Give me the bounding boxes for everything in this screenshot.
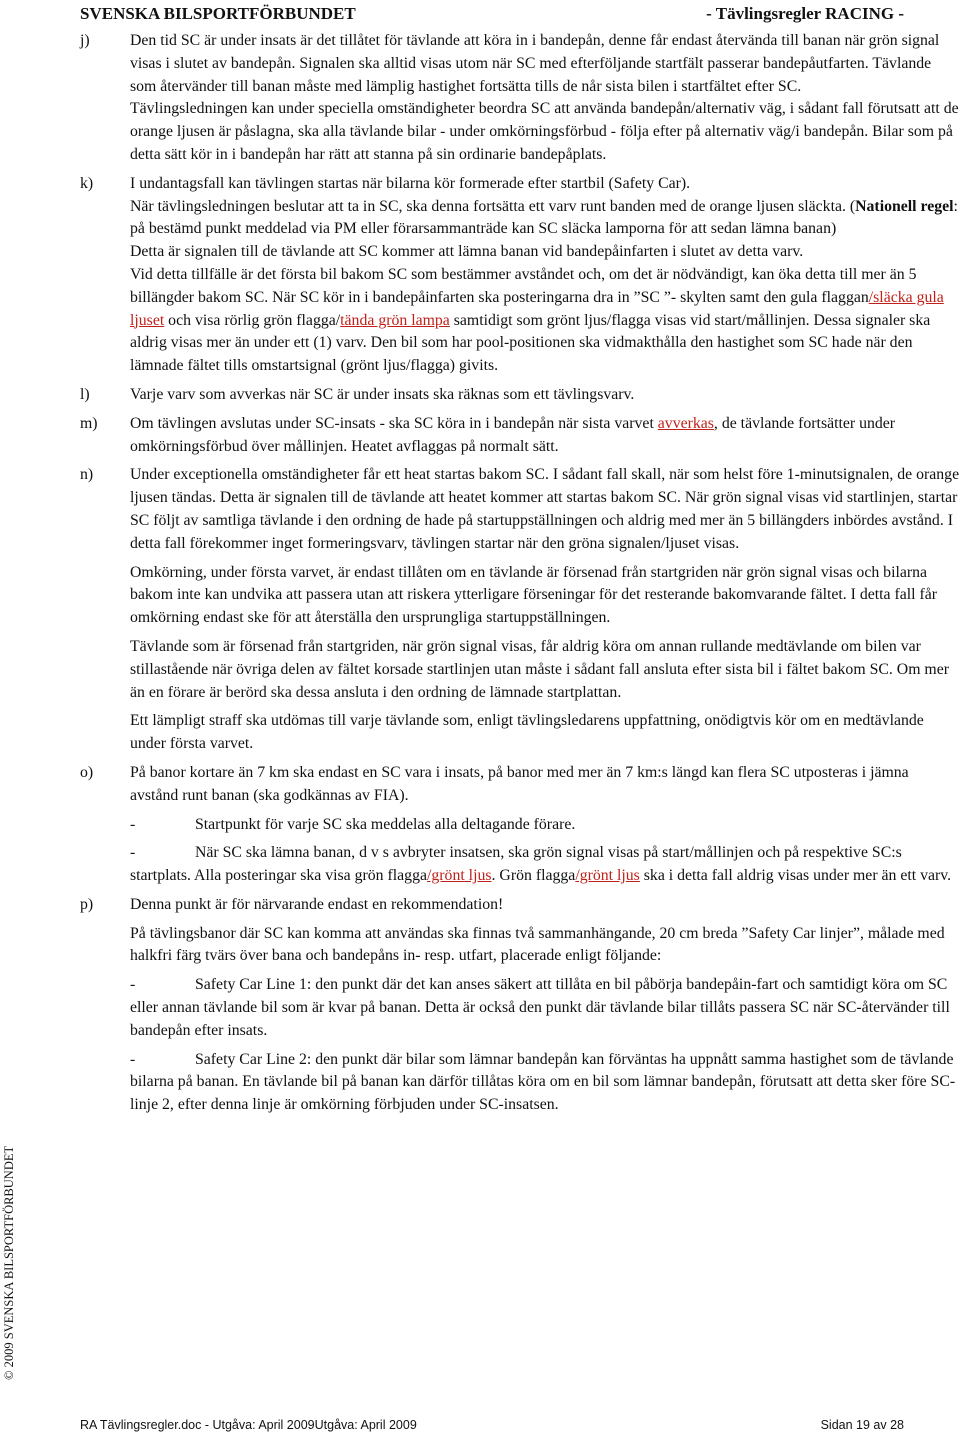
paragraph: Ett lämpligt straff ska utdömas till varje tävlande som, enligt tävlingsledarens uppfattning, onödigtvis kör om en medtävlande under första varvet. — [130, 712, 924, 753]
document-body — [80, 30, 960, 1117]
paragraph: Detta är signalen till de tävlande att SC kommer att lämna banan vid bandepåinfarten i slutet av detta varv. — [130, 243, 804, 261]
item-label: l) — [80, 385, 90, 403]
paragraph: Omkörning, under första varvet, är endast tillåten om en tävlande är försenad från startgriden när grön signal visas och bilarna bakom inte kan undvika att passera utan att riskera ytterligare förseningar för det resterande bakomvarande fältet. I detta fall får omkörning endast ske för att återställa den ursprungliga startuppställningen. — [130, 563, 938, 627]
national-rule-label: Nationell regel — [855, 197, 954, 215]
item-label: o) — [80, 763, 94, 781]
page-header — [80, 4, 904, 24]
header-doc-title: - Tävlingsregler RACING - — [706, 4, 904, 23]
side-copyright: © 2009 SVENSKA BILSPORTFÖRBUNDET — [2, 1145, 16, 1380]
header-org: SVENSKA BILSPORTFÖRBUNDET — [80, 4, 356, 23]
item-label: j) — [80, 32, 90, 49]
paragraph-text: Tävlingsledningen kan under speciella omständigheter beordra SC att använda bandepån/alternativ väg, i sådant fall förutsatt att de orange ljusen är påslagna, ska alla tävlande bilar - under omkörningsförbud - följa efter på alternativ väg/i bandepån. Bilar som på detta sätt kör in i bandepån har rätt att stanna på sin ordinarie bandepåplats. — [130, 100, 959, 163]
item-j — [80, 30, 960, 167]
footer-doc-info: RA Tävlingsregler.doc - Utgåva: April 2009Utgåva: April 2009 — [80, 1418, 417, 1432]
paragraph: Om tävlingen avslutas under SC-insats - ska SC köra in i bandepån när sista varvet avverkas, de tävlande fortsätter under omkörningsförbud över mållinjen. Heatet avflaggas på normalt sätt. — [130, 414, 896, 455]
paragraph: I undantagsfall kan tävlingen startas när bilarna kör formerade efter startbil (Safety Car). — [130, 174, 691, 192]
item-n — [80, 464, 960, 756]
page-footer — [80, 1418, 904, 1432]
dash-item: - När SC ska lämna banan, d v s avbryter insatsen, ska grön signal visas på start/mållinjen och på respektive SC:s startplats. Alla posteringar ska visa grön flagga/grönt ljus. Grön flagga/grönt ljus ska i detta fall aldrig visas under mer än ett varv. — [130, 844, 952, 885]
item-l — [80, 384, 960, 407]
paragraph: Denna punkt är för närvarande endast en rekommendation! — [130, 895, 504, 913]
dash-item: - Startpunkt för varje SC ska meddelas alla deltagande förare. — [130, 815, 576, 833]
item-p — [80, 894, 960, 1117]
paragraph: När tävlingsledningen beslutar att ta in SC, ska denna fortsätta ett varv runt banden med de orange ljusen släckta. (Nationell regel: på bestämd punkt meddelad via PM eller förarsammanträde kan SC släcka lamporna för att sedan lämna banan) — [130, 197, 958, 238]
item-m — [80, 413, 960, 459]
item-label: m) — [80, 414, 98, 432]
paragraph: På tävlingsbanor där SC kan komma att användas ska finnas två sammanhängande, 20 cm breda ”Safety Car linjer”, målade med halkfri färg tvärs över bana och bandepåns in- resp. utfart, placerade enligt följande: — [130, 924, 945, 965]
item-label: p) — [80, 895, 94, 913]
paragraph: Vid detta tillfälle är det första bil bakom SC som bestämmer avståndet och, om det är nödvändigt, kan öka detta till mer än 5 billängder bakom SC. När SC kör in i bandepåinfarten ska posteringarna dra in ”SC ”- skylten samt den gula flaggan/släcka gula ljuset och visa rörlig grön flagga/tända grön lampa samtidigt som grönt ljus/flagga visas vid start/mållinjen. Dessa signaler ska aldrig visas mer än under ett (1) varv. Den bil som har pool-positionen ska vidmakthålla den hastighet som SC hade när den lämnade fältet tills omstartsignal (grönt ljus/flagga) givits. — [130, 265, 944, 375]
dash-item: - Safety Car Line 2: den punkt där bilar som lämnar bandepån kan förväntas ha uppnått samma hastighet som de tävlande bilarna på banan. En tävlande bil på banan kan därför tillåtas köra om en bil som lämnar bandepån, förutsatt att detta sker före SC-linje 2, efter denna linje är omkörning förbjuden under SC-insatsen. — [130, 1050, 956, 1114]
page-number: Sidan 19 av 28 — [820, 1418, 904, 1432]
revision-text: /släcka gula ljuset — [130, 288, 944, 329]
revision-text: avverkas — [657, 414, 714, 432]
dash-item: - Safety Car Line 1: den punkt där det kan anses säkert att tillåta en bil påbörja bandepåin-fart och samtidigt köra om SC eller annan tävlande bil som är kvar på banan. Detta är också den punkt där tävlande bilar tillåts passera SC när SC-återvänder till bandepån efter insats. — [130, 976, 950, 1039]
paragraph — [130, 98, 960, 166]
revision-text: /grönt ljus — [575, 867, 640, 885]
paragraph: Under exceptionella omständigheter får ett heat startas bakom SC. I sådant fall skall, när som helst före 1-minutsignalen, de orange ljusen tändas. Detta är signalen till de tävlande att heatet kommer att startas bakom SC. När grön signal visas vid startlinjen, startar SC följt av samtliga tävlande i den ordning de hade på startuppställningen och aldrig med mer än 5 billängders inbördes avstånd. I detta fall förekommer inget formeringsvarv, tävlingen startar när den gröna signalen/ljuset visas. — [130, 466, 960, 552]
paragraph: Tävlande som är försenad från startgriden, när grön signal visas, får aldrig köra om annan rullande medtävlande om bilen var stillastående när övriga delen av fältet korsade startlinjen utan måste i sådant fall ansluta efter sista bil i fältet bakom SC. Om mer än en förare är berörd ska dessa ansluta i den ordning de lämnade startplattan. — [130, 637, 949, 701]
paragraph: Den tid SC är under insats är det tillåtet för tävlande att köra in i bandepån, denne får endast återvända till banan när grön signal visas i slutet av bandepån. Signalen ska alltid visas utom när SC med efterföljande startfält passerar bandepåutfarten. Tävlande som återvänder till banan måste med lämplig hastighet fortsätta tills de når sista bilen i startfältet efter SC. — [130, 32, 940, 95]
paragraph: Varje varv som avverkas när SC är under insats ska räknas som ett tävlingsvarv. — [130, 385, 635, 403]
item-k — [80, 173, 960, 378]
item-label: k) — [80, 174, 94, 192]
revision-text: /grönt ljus — [427, 867, 492, 885]
paragraph: På banor kortare än 7 km ska endast en SC vara i insats, på banor med mer än 7 km:s längd kan flera SC utposteras i jämna avstånd runt banan (ska godkännas av FIA). — [130, 763, 909, 804]
revision-text: tända grön lampa — [340, 311, 450, 329]
item-o — [80, 762, 960, 888]
item-label: n) — [80, 466, 94, 484]
